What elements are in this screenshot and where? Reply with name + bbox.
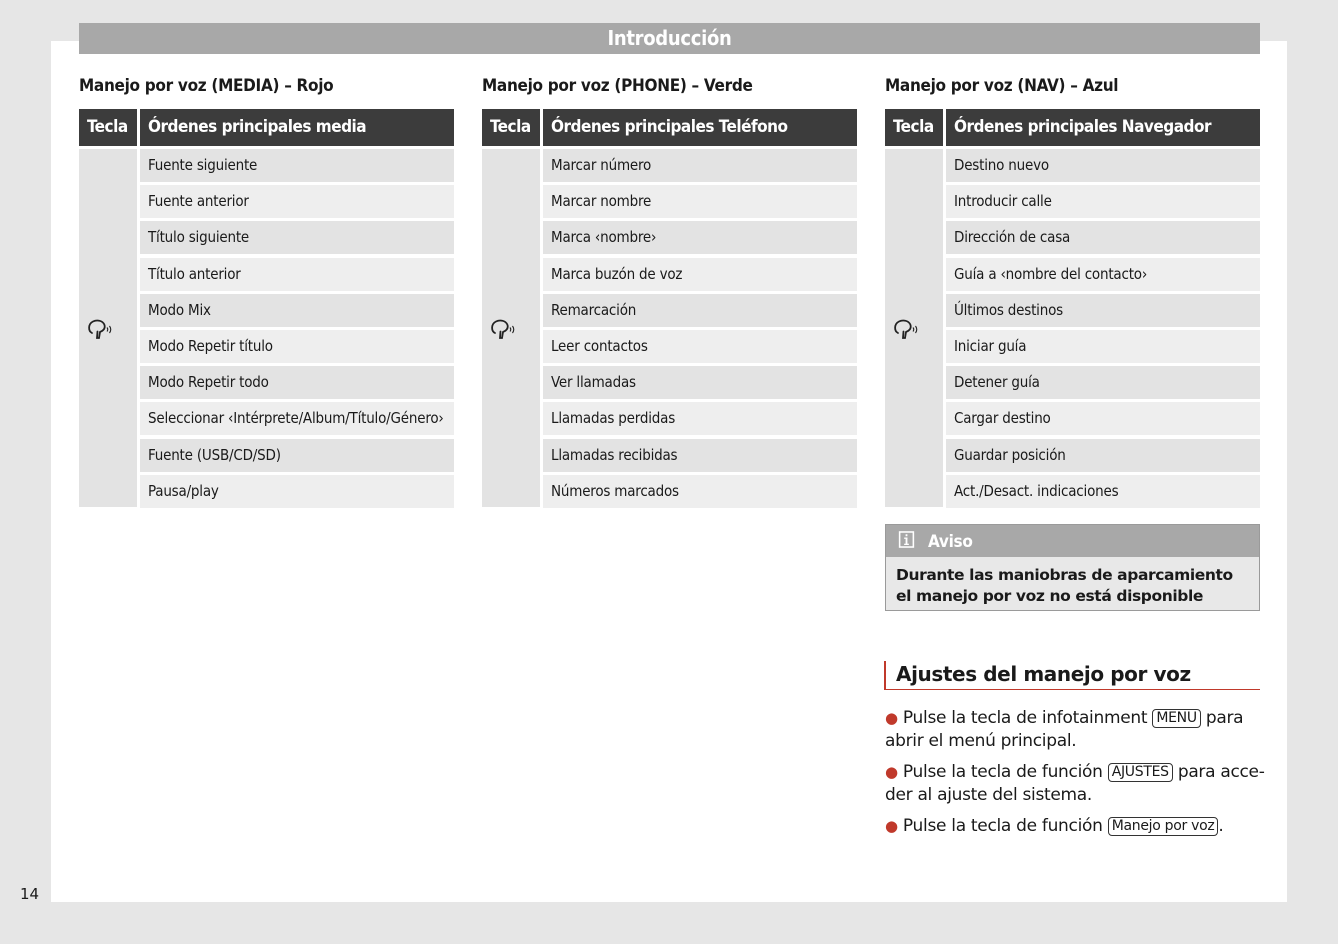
bullet-icon: ● <box>885 763 898 781</box>
list-item: Iniciar guía <box>946 330 1260 363</box>
list-item: Últimos destinos <box>946 294 1260 327</box>
instruction-list <box>885 707 1265 846</box>
list-item: Fuente (USB/CD/SD) <box>140 439 454 472</box>
list-item: Fuente anterior <box>140 185 454 218</box>
command-list <box>140 149 454 511</box>
list-item <box>885 707 1265 753</box>
notice-header <box>886 525 1259 557</box>
key-cell <box>885 149 943 507</box>
step-text: Pulse la tecla de función <box>902 762 1108 782</box>
column-title: Manejo por voz (MEDIA) – Rojo <box>79 76 334 96</box>
list-item: Dirección de casa <box>946 221 1260 254</box>
list-item: Título anterior <box>140 258 454 291</box>
list-item: Pausa/play <box>140 475 454 508</box>
list-item: Ver llamadas <box>543 366 857 399</box>
list-item: Leer contactos <box>543 330 857 363</box>
list-item: Título siguiente <box>140 221 454 254</box>
list-item: Fuente siguiente <box>140 149 454 182</box>
section-heading: Ajustes del manejo por voz <box>884 661 1260 690</box>
header-commands: Órdenes principales Navegador <box>946 109 1260 146</box>
nav-column <box>885 76 1260 500</box>
list-item: Modo Repetir título <box>140 330 454 363</box>
voice-control-icon <box>87 318 115 342</box>
list-item: Llamadas perdidas <box>543 402 857 435</box>
voice-control-icon <box>893 318 921 342</box>
voice-control-key: Manejo por voz <box>1108 817 1219 836</box>
key-cell <box>482 149 540 507</box>
key-cell <box>79 149 137 507</box>
header-key: Tecla <box>482 109 540 146</box>
step-text: para acce- der al ajuste del sistema. <box>885 762 1265 805</box>
command-list <box>543 149 857 511</box>
column-title: Manejo por voz (NAV) – Azul <box>885 76 1119 96</box>
step-text: Pulse la tecla de infotainment <box>902 708 1153 728</box>
list-item: Marca ‹nombre› <box>543 221 857 254</box>
list-item: Destino nuevo <box>946 149 1260 182</box>
list-item: Introducir calle <box>946 185 1260 218</box>
phone-column <box>482 76 857 500</box>
header-key: Tecla <box>885 109 943 146</box>
notice-title: Aviso <box>928 532 973 552</box>
step-text: para abrir el menú principal. <box>885 708 1244 751</box>
header-key: Tecla <box>79 109 137 146</box>
list-item: Act./Desact. indicaciones <box>946 475 1260 508</box>
table-header <box>79 109 454 146</box>
list-item: Seleccionar ‹Intérprete/Album/Título/Género› <box>140 402 454 435</box>
header-commands: Órdenes principales media <box>140 109 454 146</box>
notice-box <box>885 524 1260 611</box>
list-item: Modo Repetir todo <box>140 366 454 399</box>
list-item: Marcar nombre <box>543 185 857 218</box>
voice-control-icon <box>490 318 518 342</box>
list-item: Cargar destino <box>946 402 1260 435</box>
list-item: Marcar número <box>543 149 857 182</box>
table-header <box>482 109 857 146</box>
menu-key: MENU <box>1152 709 1200 728</box>
list-item: Llamadas recibidas <box>543 439 857 472</box>
header-commands: Órdenes principales Teléfono <box>543 109 857 146</box>
list-item: Modo Mix <box>140 294 454 327</box>
ajustes-key: AJUSTES <box>1108 763 1173 782</box>
list-item <box>885 815 1265 838</box>
list-item <box>885 761 1265 807</box>
chapter-banner: Introducción <box>79 23 1260 54</box>
list-item: Guardar posición <box>946 439 1260 472</box>
bullet-icon: ● <box>885 709 898 727</box>
command-list <box>946 149 1260 511</box>
list-item: Detener guía <box>946 366 1260 399</box>
step-text: . <box>1218 816 1224 836</box>
list-item: Marca buzón de voz <box>543 258 857 291</box>
info-icon <box>898 531 915 548</box>
notice-text: Durante las maniobras de aparcamiento el manejo por voz no está disponible <box>896 566 1233 605</box>
list-item: Números marcados <box>543 475 857 508</box>
page-number: 14 <box>20 885 40 903</box>
step-text: Pulse la tecla de función <box>902 816 1108 836</box>
list-item: Guía a ‹nombre del contacto› <box>946 258 1260 291</box>
column-title: Manejo por voz (PHONE) – Verde <box>482 76 753 96</box>
table-header <box>885 109 1260 146</box>
media-column <box>79 76 454 500</box>
bullet-icon: ● <box>885 817 898 835</box>
list-item: Remarcación <box>543 294 857 327</box>
